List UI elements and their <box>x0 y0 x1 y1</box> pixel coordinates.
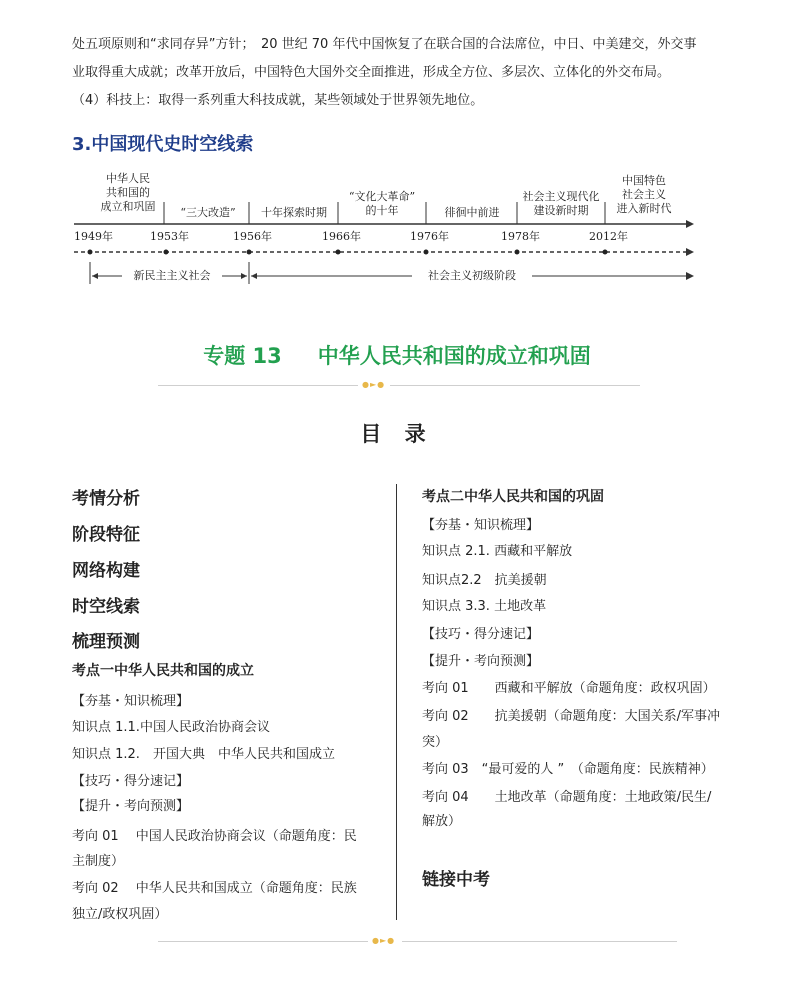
timeline-year: 1966年 <box>322 230 361 243</box>
topic-title: 中华人民共和国的成立和巩固 <box>317 344 591 368</box>
year-dot <box>164 250 169 255</box>
toc-link-heading[interactable]: 链接中考 <box>422 870 490 890</box>
toc-item[interactable]: 考向 04 土地改革（命题角度：土地政策/民生/ <box>422 790 712 805</box>
timeline-event: 社会主义现代化 建设新时期 <box>522 190 600 217</box>
toc-item[interactable]: 考向 03 “最可爱的人 ” （命题角度：民族精神） <box>422 762 714 777</box>
intro-line-2: 业取得重大成就；改革开放后，中国特色大国外交全面推进，形成全方位、多层次、立体化的外交布局。 <box>72 65 671 80</box>
toc-item[interactable]: 考向 02 中华人民共和国成立（命题角度：民族 <box>72 881 357 896</box>
toc-item[interactable]: 独立/政权巩固） <box>72 907 168 922</box>
year-dot <box>424 250 429 255</box>
toc-left-heading[interactable]: 网络构建 <box>72 561 140 581</box>
timeline-event: 中华人民 共和国的 成立和巩固 <box>100 172 156 213</box>
toc-item[interactable]: 知识点 2.1. 西藏和平解放 <box>422 544 573 559</box>
timeline-event: “三大改造” <box>180 206 236 219</box>
toc-point-title[interactable]: 考点一中华人民共和国的成立 <box>72 663 254 679</box>
toc-item[interactable]: 【夯基・知识梳理】 <box>72 694 190 709</box>
intro-line-1: 处五项原则和“求同存异”方针； 20 世纪 70 年代中国恢复了在联合国的合法席位，中日、中美建交，外交事 <box>72 37 697 52</box>
year-dot <box>88 250 93 255</box>
toc-item[interactable]: 【提升・考向预测】 <box>422 654 540 669</box>
column-divider <box>396 484 397 920</box>
year-dot <box>247 250 252 255</box>
timeline-event: 徘徊中前进 <box>444 206 500 219</box>
section-title: 3.中国现代史时空线索 <box>72 134 254 155</box>
toc-item[interactable]: 【技巧・得分速记】 <box>72 774 190 789</box>
timeline-year: 2012年 <box>589 230 628 243</box>
period-arrow <box>251 273 257 279</box>
intro-line-3: （4）科技上：取得一系列重大科技成就，某些领域处于世界领先地位。 <box>72 93 484 108</box>
divider-ornament: ●►● <box>372 936 396 945</box>
divider-ornament: ●►● <box>362 380 386 389</box>
divider-line <box>158 941 368 942</box>
timeline-axis-upper-arrow <box>686 220 694 228</box>
toc-title: 目 录 <box>360 422 434 446</box>
toc-point-title[interactable]: 考点二中华人民共和国的巩固 <box>422 489 604 505</box>
period-arrow <box>686 272 694 280</box>
toc-item[interactable]: 知识点 3.3. 土地改革 <box>422 599 547 614</box>
period-label: 新民主主义社会 <box>133 269 211 282</box>
timeline-year: 1976年 <box>410 230 449 243</box>
divider-line <box>158 385 358 386</box>
toc-item[interactable]: 突） <box>422 735 449 750</box>
timeline-year: 1953年 <box>150 230 189 243</box>
timeline-axis-lower-arrow <box>686 248 694 256</box>
period-arrow <box>241 273 247 279</box>
divider-line <box>402 941 677 942</box>
period-label: 社会主义初级阶段 <box>428 269 516 282</box>
toc-item[interactable]: 【提升・考向预测】 <box>72 799 190 814</box>
toc-item[interactable]: 知识点2.2 抗美援朝 <box>422 573 547 588</box>
timeline-event: 十年探索时期 <box>261 206 327 219</box>
timeline-event: “文化大革命” 的十年 <box>348 190 416 217</box>
year-dot <box>515 250 520 255</box>
toc-left-heading[interactable]: 时空线索 <box>72 597 140 617</box>
toc-item[interactable]: 主制度） <box>72 854 125 869</box>
timeline-year: 1956年 <box>233 230 272 243</box>
toc-left-heading[interactable]: 阶段特征 <box>72 525 140 545</box>
toc-item[interactable]: 【技巧・得分速记】 <box>422 627 540 642</box>
timeline-year: 1949年 <box>74 230 113 243</box>
divider-line <box>390 385 640 386</box>
toc-left-heading[interactable]: 梳理预测 <box>72 632 140 652</box>
year-dot <box>336 250 341 255</box>
toc-item[interactable]: 知识点 1.2. 开国大典 中华人民共和国成立 <box>72 747 335 762</box>
timeline-diagram <box>0 170 794 300</box>
timeline-year: 1978年 <box>501 230 540 243</box>
toc-item[interactable]: 【夯基・知识梳理】 <box>422 518 540 533</box>
period-arrow <box>92 273 98 279</box>
toc-item[interactable]: 知识点 1.1.中国人民政治协商会议 <box>72 720 270 735</box>
topic-label: 专题 13 <box>203 344 282 368</box>
timeline-event: 中国特色 社会主义 进入新时代 <box>616 174 672 215</box>
toc-item[interactable]: 考向 01 中国人民政治协商会议（命题角度：民 <box>72 829 357 844</box>
toc-item[interactable]: 考向 02 抗美援朝（命题角度：大国关系/军事冲 <box>422 709 721 724</box>
toc-left-heading[interactable]: 考情分析 <box>72 489 140 509</box>
year-dot <box>603 250 608 255</box>
topic-heading <box>0 340 794 370</box>
toc-item[interactable]: 考向 01 西藏和平解放（命题角度：政权巩固） <box>422 681 716 696</box>
toc-item[interactable]: 解放） <box>422 814 462 829</box>
